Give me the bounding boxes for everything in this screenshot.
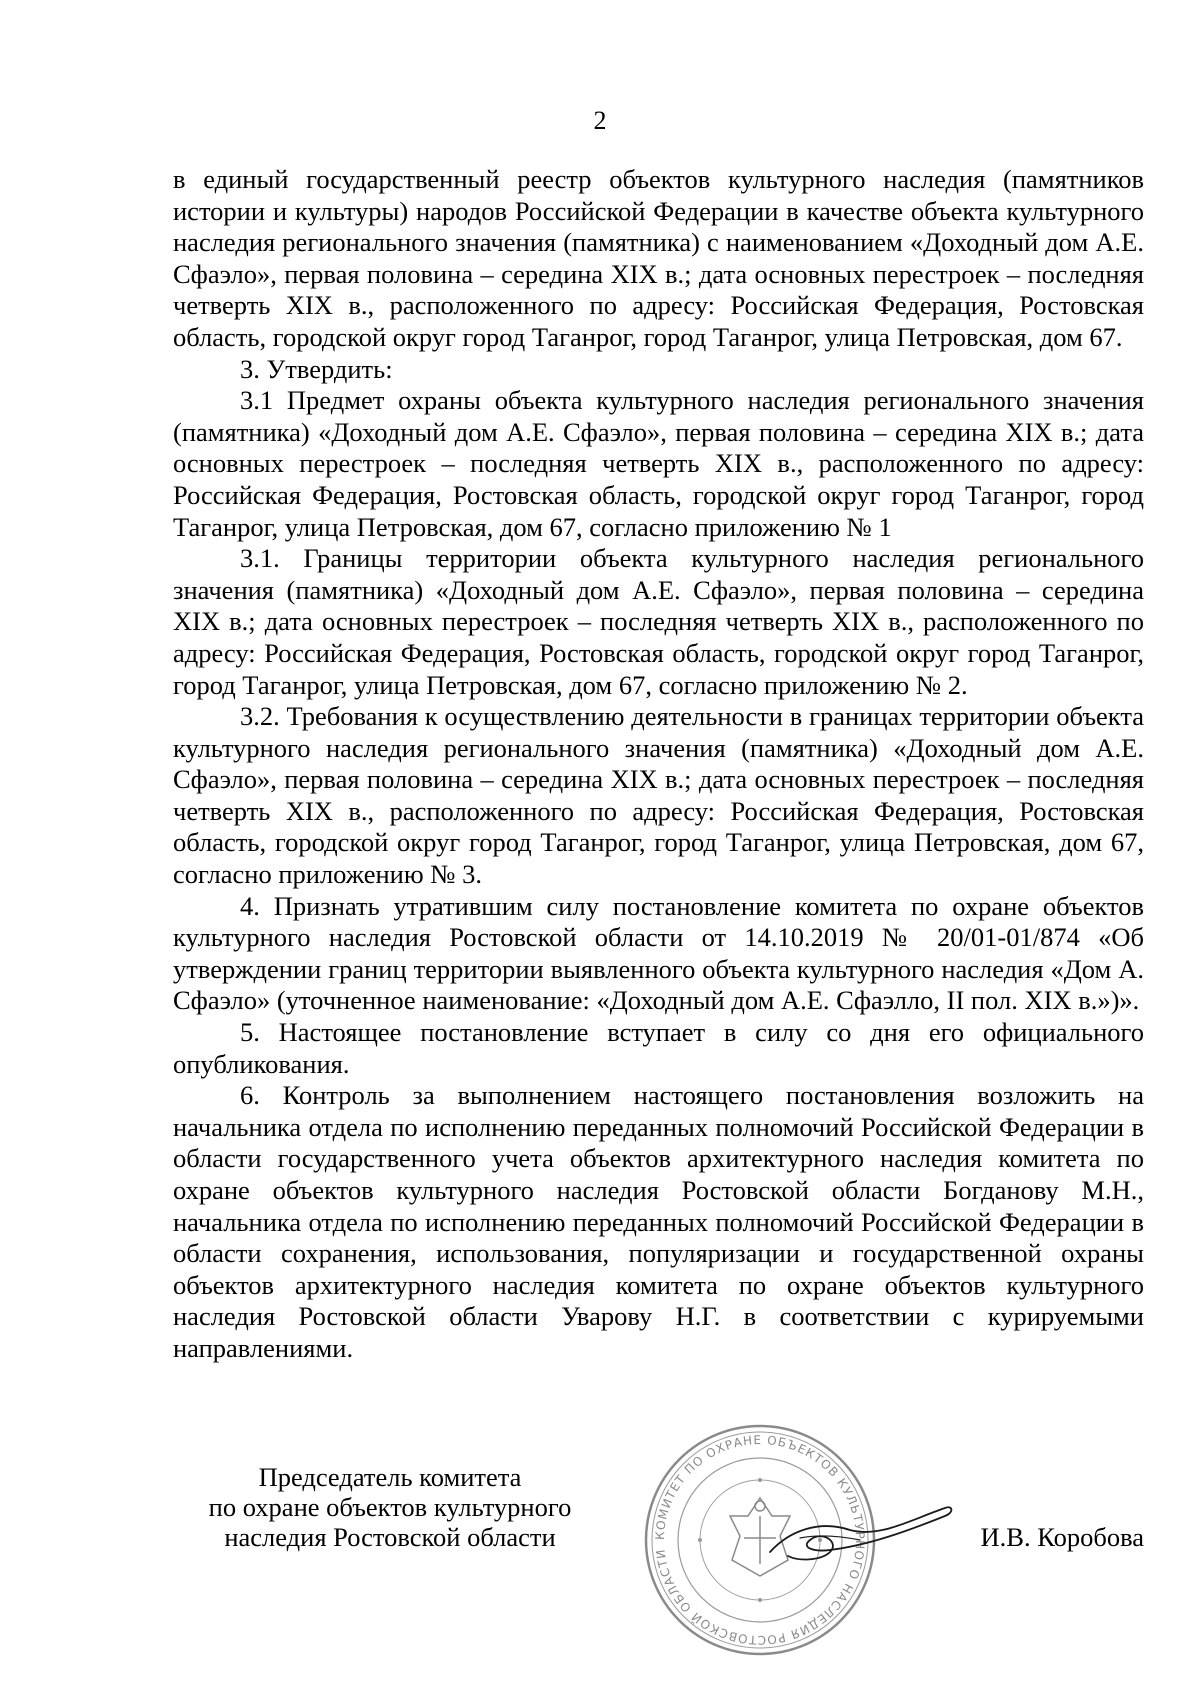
paragraph-registry-continuation: в единый государственный реестр объектов культурного наследия (памятников истории и культуры) народов Российской Федерации в качестве объекта культурного наследия регионального значения (памятника) с наименованием «Доходный дом А.Е. Сфаэло», первая половина – середина XIX в.; дата основных перестроек – последняя четверть XIX в., расположенного по адресу: Российская Федерация, Ростовская область, городской округ город Таганрог, город Таганрог, улица Петровская, дом 67. [173,164,1144,352]
signatory-name: И.В. Коробова [980,1522,1144,1552]
signatory-title-line-2: по охране объектов культурного [208,1492,572,1522]
handwritten-signature-icon [760,1490,960,1580]
document-body [173,164,1144,1365]
signatory-title-line-3: наследия Ростовской области [224,1522,556,1552]
paragraph-3-1-territory-boundaries: 3.1. Границы территории объекта культурного наследия регионального значения (памятника) «Доходный дом А.Е. Сфаэло», первая половина – середина XIX в.; дата основных перестроек – последняя четверть XIX в., расположенного по адресу: Российская Федерация, Ростовская область, городской округ город Таганрог, город Таганрог, улица Петровская, дом 67, согласно приложению № 2. [173,543,1144,700]
signatory-title [160,1462,620,1552]
paragraph-5-entry-into-force: 5. Настоящее постановление вступает в силу со дня его официального опубликования. [173,1017,1144,1079]
signatory-title-line-1: Председатель комитета [258,1462,522,1492]
paragraph-3-2-activity-requirements: 3.2. Требования к осуществлению деятельности в границах территории объекта культурного наследия регионального значения (памятника) «Доходный дом А.Е. Сфаэло», первая половина – середина XIX в.; дата основных перестроек – последняя четверть XIX в., расположенного по адресу: Российская Федерация, Ростовская область, городской округ город Таганрог, город Таганрог, улица Петровская, дом 67, согласно приложению № 3. [173,701,1144,890]
paragraph-3-approve: 3. Утвердить: [240,353,393,384]
paragraph-6-control: 6. Контроль за выполнением настоящего постановления возложить на начальника отдела по исполнению переданных полномочий Российской Федерации в области государственного учета объектов архитектурного наследия комитета по охране объектов культурного наследия Ростовской области Богданову М.Н., начальника отдела по исполнению переданных полномочий Российской Федерации в области сохранения, использования, популяризации и государственной охраны объектов архитектурного наследия комитета по охране объектов культурного наследия Ростовской области Уварову Н.Г. в соответствии с курируемыми направлениями. [173,1080,1144,1363]
page-number: 2 [593,106,607,135]
paragraph-3-1-protection-subject: 3.1 Предмет охраны объекта культурного наследия регионального значения (памятника) «Доходный дом А.Е. Сфаэло», первая половина – середина XIX в.; дата основных перестроек – последняя четверть XIX в., расположенного по адресу: Российская Федерация, Ростовская область, городской округ город Таганрог, город Таганрог, улица Петровская, дом 67, согласно приложению № 1 [173,385,1144,542]
paragraph-4-revoke: 4. Признать утратившим силу постановление комитета по охране объектов культурного наследия Ростовской области от 14.10.2019 № 20/01-01/874 «Об утверждении границ территории выявленного объекта культурного наследия «Дом А. Сфаэло» (уточненное наименование: «Доходный дом А.Е. Сфаэлло, II пол. XIX в.»)». [173,890,1144,1016]
svg-text:КОМИТЕТ ПО ОХРАНЕ ОБЪЕКТОВ КУЛ: КОМИТЕТ ПО ОХРАНЕ ОБЪЕКТОВ КУЛЬТУРНОГО НАСЛЕДИЯ РОСТОВСКОЙ ОБЛАСТИ [652,1432,868,1648]
